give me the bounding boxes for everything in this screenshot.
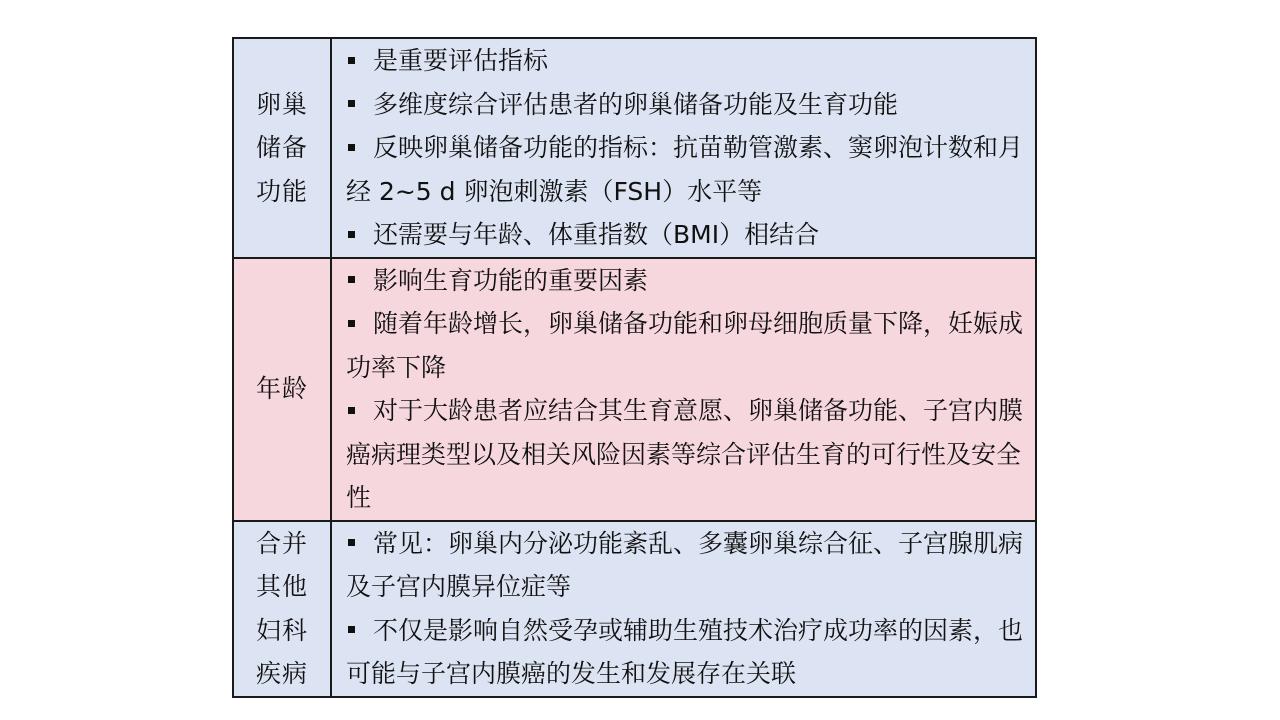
list-item bbox=[346, 213, 1025, 257]
row-label-line: 疾病 bbox=[255, 659, 308, 688]
row-label-other-diseases bbox=[233, 521, 331, 697]
list-item bbox=[346, 522, 1025, 609]
square-bullet-icon bbox=[348, 407, 355, 414]
table-row-ovarian-reserve bbox=[233, 38, 1036, 258]
row-content-ovarian-reserve bbox=[331, 38, 1036, 258]
square-bullet-icon bbox=[348, 57, 355, 64]
list-item-text: 是重要评估指标 bbox=[373, 46, 549, 75]
assessment-table bbox=[232, 37, 1037, 698]
row-label-line: 合并 bbox=[255, 528, 308, 558]
square-bullet-icon bbox=[348, 320, 355, 327]
list-item-text: 对于大龄患者应结合其生育意愿、卵巢储备功能、子宫内膜癌病理类型以及相关风险因素等综合评估生育的可行性及安全性 bbox=[346, 396, 1024, 512]
list-item-text: 随着年龄增长，卵巢储备功能和卵母细胞质量下降，妊娠成功率下降 bbox=[346, 309, 1024, 382]
list-item bbox=[346, 259, 1025, 303]
row-label-age bbox=[233, 258, 331, 521]
square-bullet-icon bbox=[348, 626, 355, 633]
square-bullet-icon bbox=[348, 100, 355, 107]
list-item-text: 还需要与年龄、体重指数（BMI）相结合 bbox=[373, 220, 820, 249]
row-content-other-diseases bbox=[331, 521, 1036, 697]
row-label-ovarian-reserve bbox=[233, 38, 331, 258]
row-label-line: 年龄 bbox=[255, 374, 308, 404]
list-item bbox=[346, 389, 1025, 520]
row-label-line: 卵巢 bbox=[255, 89, 308, 119]
table-row-other-diseases bbox=[233, 521, 1036, 697]
list-item bbox=[346, 609, 1025, 696]
list-item bbox=[346, 302, 1025, 389]
list-item-text: 常见：卵巢内分泌功能紊乱、多囊卵巢综合征、子宫腺肌病及子宫内膜异位症等 bbox=[346, 528, 1024, 601]
square-bullet-icon bbox=[348, 144, 355, 151]
square-bullet-icon bbox=[348, 539, 355, 546]
row-label-line: 功能 bbox=[255, 176, 308, 206]
row-label-line: 其他 bbox=[255, 572, 308, 601]
table-row-age bbox=[233, 258, 1036, 521]
list-item-text: 影响生育功能的重要因素 bbox=[373, 265, 649, 295]
row-content-age bbox=[331, 258, 1036, 521]
list-item bbox=[346, 39, 1025, 83]
square-bullet-icon bbox=[348, 231, 355, 238]
row-label-line: 储备 bbox=[255, 133, 308, 162]
list-item-text: 多维度综合评估患者的卵巢储备功能及生育功能 bbox=[373, 89, 899, 119]
row-label-line: 妇科 bbox=[255, 615, 308, 645]
square-bullet-icon bbox=[348, 276, 355, 283]
list-item-text: 不仅是影响自然受孕或辅助生殖技术治疗成功率的因素，也可能与子宫内膜癌的发生和发展存在关联 bbox=[346, 615, 1024, 688]
list-item bbox=[346, 83, 1025, 127]
list-item-text: 反映卵巢储备功能的指标：抗苗勒管激素、窦卵泡计数和月经 2~5 d 卵泡刺激素（FSH）水平等 bbox=[346, 133, 1024, 206]
list-item bbox=[346, 126, 1025, 213]
